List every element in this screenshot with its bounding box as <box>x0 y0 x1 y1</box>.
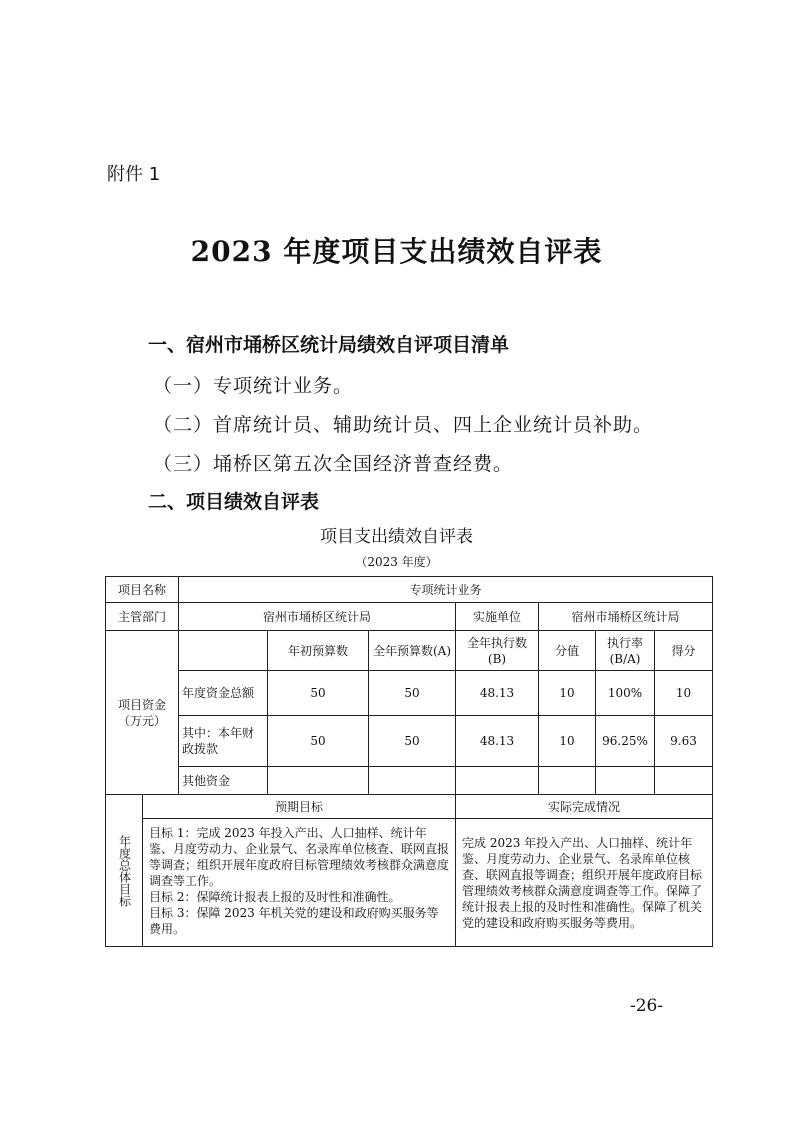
table-title: 项目支出绩效自评表 <box>320 527 473 547</box>
funds-label: 项目资金（万元） <box>106 631 179 795</box>
table-cell: 96.25% <box>596 716 655 767</box>
table-cell <box>369 767 456 795</box>
table-cell: 48.13 <box>456 716 539 767</box>
unit-label: 实施单位 <box>456 603 539 631</box>
goal-item: 目标 2：保障统计报表上报的及时性和准确性。 <box>149 890 401 904</box>
table-cell <box>596 767 655 795</box>
attachment-label: 附件 1 <box>107 164 161 185</box>
project-name-label: 项目名称 <box>106 577 179 603</box>
table-header: 年初预算数 <box>268 631 369 671</box>
row-label: 年度资金总额 <box>179 671 268 716</box>
table-row <box>106 767 713 795</box>
table-cell: 50 <box>369 716 456 767</box>
table-header: 执行率(B/A) <box>596 631 655 671</box>
table-header: 得分 <box>655 631 713 671</box>
expected-goals <box>143 819 456 947</box>
table-header: 分值 <box>539 631 596 671</box>
table-cell: 48.13 <box>456 671 539 716</box>
section1-heading: 一、宿州市埇桥区统计局绩效自评项目清单 <box>148 334 510 356</box>
table-cell: 10 <box>539 716 596 767</box>
table-cell <box>268 767 369 795</box>
unit-value: 宿州市埇桥区统计局 <box>539 603 713 631</box>
table-cell: 50 <box>369 671 456 716</box>
table-row <box>106 671 713 716</box>
table-row <box>106 716 713 767</box>
list-item: （三）埇桥区第五次全国经济普查经费。 <box>153 453 514 475</box>
table-cell: 50 <box>268 671 369 716</box>
actual-completion: 完成 2023 年投入产出、人口抽样、统计年鉴、月度劳动力、企业景气、名录库单位核查、联网直报等调查；组织开展年度政府目标管理绩效考核群众满意度调查等工作。保障了 统计报表上报的及时性和准确性。保障了机关党的建设和政府购买服务等费用。 <box>456 819 713 947</box>
dept-value: 宿州市埇桥区统计局 <box>179 603 456 631</box>
page-number: -26- <box>630 996 664 1016</box>
expected-goals-header: 预期目标 <box>143 795 456 819</box>
project-name: 专项统计业务 <box>179 577 713 603</box>
row-label: 其中：本年财政拨款 <box>179 716 268 767</box>
document-title: 2023 年度项目支出绩效自评表 <box>190 235 603 268</box>
list-item: （二）首席统计员、辅助统计员、四上企业统计员补助。 <box>153 414 654 436</box>
table-year: （2023 年度） <box>355 555 438 569</box>
goals-label: 年度总体目标 <box>106 795 143 947</box>
list-item: （一）专项统计业务。 <box>153 375 354 397</box>
table-cell: 10 <box>655 671 713 716</box>
goal-item: 目标 3：保障 2023 年机关党的建设和政府购买服务等费用。 <box>149 906 439 936</box>
table-cell: 100% <box>596 671 655 716</box>
empty-header-cell <box>179 631 268 671</box>
performance-table <box>105 576 713 947</box>
actual-completion-header: 实际完成情况 <box>456 795 713 819</box>
section2-heading: 二、项目绩效自评表 <box>148 491 320 513</box>
table-cell <box>456 767 539 795</box>
table-header: 全年执行数(B) <box>456 631 539 671</box>
row-label: 其他资金 <box>179 767 268 795</box>
table-cell <box>539 767 596 795</box>
table-cell: 50 <box>268 716 369 767</box>
table-cell <box>655 767 713 795</box>
goal-item: 目标 1：完成 2023 年投入产出、人口抽样、统计年鉴、月度劳动力、企业景气、名录库单位核查、联网直报等调查；组织开展年度政府目标管理绩效考核群众满意度调查等工作。 <box>149 826 450 888</box>
table-cell: 9.63 <box>655 716 713 767</box>
dept-label: 主管部门 <box>106 603 179 631</box>
table-header: 全年预算数(A) <box>369 631 456 671</box>
table-cell: 10 <box>539 671 596 716</box>
